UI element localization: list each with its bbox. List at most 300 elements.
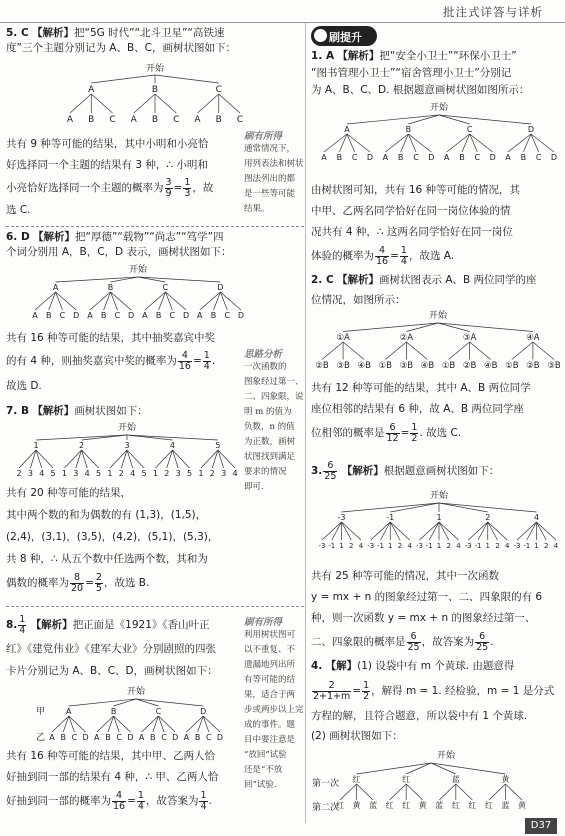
tree-node-level2: -3 [318, 542, 326, 550]
brand-label: 刷提升 [329, 31, 362, 44]
tree-node-level2: B [210, 311, 217, 320]
rq2-fraction-1: $\frac{6}{12}$ [386, 421, 399, 444]
tree-branch [408, 134, 431, 152]
tree-node-level2: A [87, 311, 93, 320]
tree-node-level2: A [49, 733, 55, 742]
tree-node-level2: C [206, 733, 212, 742]
tree-node-level2: 红 [484, 801, 493, 810]
rq3-line5b: ，故答案为 [421, 636, 475, 648]
rq2-line5b: . 故选 C. [419, 427, 462, 439]
tree-node-level2: C [224, 311, 231, 320]
rq1-line1: 把“安全小卫士”“环保小卫士” [379, 50, 517, 62]
side-note-1-line: 结果。 [244, 204, 270, 214]
tree-node-level2: D [366, 153, 374, 162]
tree-node-level2: D [172, 733, 179, 742]
tree-branch [357, 784, 374, 800]
tree-node-level2: -1 [328, 542, 336, 550]
tree-node-level1: 4 [169, 441, 176, 450]
side-note-1-body [244, 142, 304, 217]
rq1-line5: 中甲、乙两名同学恰好在同一岗位体验的情 [311, 205, 511, 217]
tree-branch [456, 784, 473, 800]
side-note-1-line: 图法列出的都 [244, 174, 296, 184]
rq2-tree-diagram [314, 308, 562, 374]
tree-node-level1: -1 [386, 513, 395, 522]
tree-node-level2: D [127, 733, 134, 742]
tree-node-level2: A [138, 733, 145, 742]
tree-branch [439, 522, 449, 540]
tree-node-level2: 5 [186, 469, 193, 478]
q8-fraction-2: $\frac{1}{4}$ [137, 789, 144, 812]
tree-branch [347, 134, 370, 152]
q7-fraction-2: $\frac{2}{5}$ [95, 571, 102, 594]
tree-branch [91, 94, 112, 113]
tree-node-level2: A [197, 311, 203, 320]
tree-node-level1: -3 [337, 513, 346, 522]
side-note-3-line: 以不重复、不 [244, 645, 296, 655]
q7-line5: 共 8 种，∴ 从五个数中任选两个数，其和为 [6, 553, 208, 565]
tree-node-level1: A [66, 707, 72, 716]
tree-node-level1: A [88, 85, 95, 95]
tree-node-level2: -1 [425, 542, 433, 550]
tree-node-level2: B [100, 311, 107, 320]
tree-node-level2: 黄 [352, 801, 361, 810]
tree-node-level1: C [162, 283, 169, 292]
q8-tree-root: 开始 [126, 687, 146, 697]
tree-branch [134, 94, 155, 113]
tree-node-level2: A [505, 153, 511, 162]
rq2-number: 2. C [311, 274, 334, 286]
q8-fraction-3: $\frac{1}{4}$ [200, 789, 207, 812]
right-question-1 [311, 48, 561, 99]
tree-node-level2: 3 [175, 469, 181, 478]
page-number: D37 [525, 818, 557, 834]
tree-node-level2: B [88, 115, 95, 125]
rq4-line2b: ，解得 m = 1. 经检验，m = 1 是分式 [371, 685, 555, 697]
tree-node-level1: ①A [336, 333, 350, 343]
tree-branch [343, 342, 364, 360]
side-note-2-line: 图象经过第一、 [244, 377, 304, 387]
tree-node-level2: 3 [27, 469, 33, 478]
q6-tree-root: 开始 [128, 265, 148, 275]
tree-node-level1: C [155, 707, 162, 716]
tree-node-level2: 1 [61, 469, 68, 478]
q6-tree-diagram [30, 262, 246, 324]
tree-node-level1: ④A [526, 333, 540, 343]
tree-branch [198, 94, 219, 113]
tree-node-level2: C [59, 311, 66, 320]
tree-node-level2: C [173, 115, 180, 125]
tree-node-level2: 蓝 [435, 801, 444, 810]
tree-branch [390, 522, 410, 540]
tree-branch [381, 522, 391, 540]
rq3-line5a: 二、四象限的概率是 [311, 636, 406, 648]
tree-branch [468, 522, 488, 540]
tree-node-level2: -1 [474, 542, 482, 550]
tree-branch [324, 134, 347, 152]
tree-node-level1: C [466, 125, 473, 134]
tree-node-level2: ①B [378, 361, 392, 371]
tree-node-level2: C [114, 311, 121, 320]
tree-node-level2: 4 [39, 469, 45, 478]
tree-node-level2: ④B [420, 361, 435, 371]
rq3-line3: y = mx + n 的图象经过第一、二、四象限的有 6 [311, 591, 543, 603]
tree-node-level2: B [45, 311, 52, 320]
tree-node-level2: 4 [456, 542, 461, 550]
q8-line6b: ，故答案为 [145, 795, 199, 807]
tree-node-level2: D [216, 733, 224, 742]
tree-node-level2: C [116, 733, 122, 742]
q8-label-yi: 乙 [36, 733, 46, 743]
tree-node-level2: 3 [73, 469, 79, 478]
side-note-2-line: 明 m 的值为 [244, 407, 292, 417]
rq2-line1: 画树状图表示 A、B 两位同学的座 [379, 274, 537, 286]
q6-line2: 个词分别用 A，B，C，D 表示，画树状图如下： [6, 246, 232, 258]
q7-line6a: 偶数的概率为 [6, 577, 69, 589]
tree-branch [219, 94, 240, 113]
tree-node-level1: ③A [462, 333, 477, 343]
tree-node-level2: 红 [385, 801, 394, 810]
side-note-3-head: 刷有所得 [244, 617, 283, 628]
rq4-line4: (2) 画树状图如下： [311, 730, 403, 742]
tree-node-level2: 蓝 [501, 801, 510, 810]
rq3-answer-fraction: $\frac{6}{25}$ [324, 459, 337, 482]
rq4-number: 4. [311, 660, 323, 672]
tree-node-level2: 2 [118, 469, 124, 478]
tree-node-level2: D [428, 153, 435, 162]
tree-node-level2: 4 [130, 469, 136, 478]
q7-line1: 画树状图如下： [74, 405, 148, 417]
rq4-equals: = [352, 685, 362, 697]
rq1-line7b: ，故选 A. [408, 250, 455, 262]
tree-node-level1: ②A [399, 333, 414, 343]
tree-node-level2: C [413, 153, 419, 162]
q7-tree-diagram [14, 420, 240, 482]
tree-node-level2: A [32, 311, 38, 320]
tree-branch [512, 342, 533, 360]
q6-number: 6. D [6, 231, 30, 243]
tree-branch [343, 323, 438, 332]
tree-node-level2: 红 [402, 801, 411, 810]
q6-line1: 把“厚德”“载物”“尚志”“笃学”四 [75, 231, 224, 243]
side-note-1-line: 通常情况下， [244, 144, 296, 154]
tree-branch [390, 522, 400, 540]
rq1-tree-diagram [318, 100, 560, 166]
tree-node-level2: 5 [96, 469, 102, 478]
q6-line4a: 的有 4 种，则抽奖嘉宾中奖的概率为 [6, 355, 177, 367]
tree-branch [531, 134, 554, 152]
tree-node-level1: A [52, 283, 59, 292]
tree-node-level2: 1 [436, 542, 442, 550]
side-note-3-line: 成的事件。题 [244, 720, 296, 730]
q5-number: 5. C [6, 27, 29, 39]
tree-node-level2: B [336, 153, 343, 162]
q8-line6a: 好抽到同一部的概率为 [6, 795, 111, 807]
q6-tag: 【解析】 [33, 231, 76, 243]
rq1-line4: 由树状图可知，共有 16 种等可能的情况，其 [311, 184, 521, 196]
tree-branch [429, 522, 439, 540]
q7-line4: (2,4)，(3,1)，(3,5)，(4,2)，(5,1)，(5,3)， [6, 531, 219, 543]
rq4-fraction-1: $\frac{2}{2+1+m}$ [313, 679, 351, 702]
tree-node-level2: A [66, 115, 74, 125]
right-question-2 [311, 270, 561, 310]
side-note-2-line: 要求的情况 [244, 467, 287, 477]
tree-branch [489, 784, 506, 800]
tree-node-level1: 5 [215, 441, 221, 450]
rq1-line7a: 体验的概率为 [311, 250, 374, 262]
tree-node-level2: B [194, 733, 201, 742]
tree-node-level2: 红 [451, 801, 460, 810]
tree-node-level1: 1 [33, 441, 39, 450]
tree-node-level1: 蓝 [451, 775, 460, 784]
rq3-tree-root: 开始 [429, 491, 449, 501]
rq4-label-first: 第一次 [312, 779, 340, 789]
tree-node-level2: B [155, 311, 162, 320]
tree-node-level2: 4 [505, 542, 510, 550]
q6-line3: 共有 16 种等可能的结果，其中抽奖嘉宾中奖 [6, 332, 216, 344]
tree-branch [447, 134, 470, 152]
tree-node-level2: B [105, 733, 111, 742]
q8-line2: 红》《建党伟业》《建军大业》分别剧照的四张 [6, 643, 216, 655]
side-note-2-line: 为正数，画树 [244, 437, 296, 447]
tree-branch [385, 342, 406, 360]
rq2-tree-root: 开始 [428, 311, 448, 321]
tree-node-level2: C [161, 733, 167, 742]
column-divider [305, 23, 306, 823]
tree-node-level2: 2 [16, 469, 22, 478]
tree-branch [385, 134, 408, 152]
tree-node-level2: ②B [526, 361, 540, 371]
q8-answer-fraction: $\frac{1}{4}$ [19, 613, 26, 636]
rq1-fraction-1: $\frac{4}{16}$ [376, 244, 389, 267]
rq3-fraction-1: $\frac{6}{25}$ [407, 630, 420, 653]
tree-branch [508, 134, 531, 152]
tree-node-level2: A [443, 153, 450, 162]
tree-branch [439, 784, 456, 800]
tree-node-level2: B [60, 733, 66, 742]
tree-branch [470, 134, 493, 152]
q7-line2: 共有 20 种等可能的结果， [6, 487, 132, 499]
tree-node-level2: D [550, 153, 558, 162]
tree-node-level2: 2 [397, 542, 403, 550]
q8-body [6, 746, 244, 814]
q8-line1: 把正面是《1921》《香山叶正 [72, 619, 210, 631]
tree-node-level2: A [194, 115, 201, 125]
tree-node-level2: 1 [198, 469, 204, 478]
tree-branch [155, 94, 176, 113]
tree-node-level2: 2 [349, 542, 354, 550]
rq4-tag: 【解】 [325, 660, 358, 672]
rq2-tag: 【解析】 [337, 274, 379, 286]
tree-node-level2: 1 [388, 542, 393, 550]
rq3-line2: 共有 25 种等可能的情况，其中一次函数 [311, 570, 500, 582]
tree-node-level2: A [382, 153, 389, 162]
q5-line3: 共有 9 种等可能的结果，其中小明和小亮恰 [6, 138, 209, 150]
tree-branch [537, 522, 557, 540]
side-note-3-line: 有等可能的结 [244, 675, 296, 685]
rq4-line3: 方程的解，且符合题意，所以袋中有 1 个黄球. [311, 710, 528, 722]
q8-number: 8. [6, 619, 18, 631]
tree-node-level2: C [169, 311, 176, 320]
tree-node-level2: B [459, 153, 465, 162]
tree-node-level2: C [236, 115, 244, 125]
q8-line4: 共有 16 种等可能的结果，其中甲、乙两人恰 [6, 750, 216, 762]
tree-node-level2: B [151, 115, 159, 125]
tree-node-level2: A [130, 115, 137, 125]
tree-branch [406, 784, 423, 800]
right-question-4 [311, 656, 561, 746]
tree-branch [406, 342, 427, 360]
tree-node-level2: 黄 [418, 801, 427, 810]
q6-body [6, 328, 242, 398]
q5-equals: = [173, 182, 183, 194]
header-title: 批注式详答与详析 [443, 5, 543, 19]
tree-node-level2: C [351, 153, 358, 162]
q6-line4b: . [211, 355, 216, 367]
divider-1 [6, 226, 304, 227]
tree-node-level2: 蓝 [369, 801, 378, 810]
tree-node-level2: ③B [336, 361, 350, 371]
rq2-line2: 位情况，如图所示： [311, 294, 406, 306]
q8-line5: 好抽到同一部的结果有 4 种，∴ 甲、乙两人恰 [6, 771, 219, 783]
tree-node-level2: B [215, 115, 222, 125]
tree-node-level2: 2 [209, 469, 215, 478]
rq1-line6: 况共有 4 种，∴ 这两名同学恰好在同一岗位 [311, 226, 513, 238]
tree-node-level1: 2 [485, 513, 491, 522]
side-note-3-line: 还是“不放 [244, 765, 283, 775]
tree-node-level2: A [94, 733, 100, 742]
tree-branch [340, 784, 357, 800]
q5-line4: 好选择同一个主题的结果有 3 种，∴ 小明和 [6, 159, 208, 171]
q6-fraction-1: $\frac{4}{16}$ [178, 349, 191, 372]
tree-node-level2: 1 [339, 542, 344, 550]
tree-node-level2: ④B [484, 361, 498, 371]
rq4-line1: (1) 设袋中有 m 个黄球. 由题意得 [357, 660, 515, 672]
tree-node-level2: D [237, 311, 245, 320]
rq1-tree-root: 开始 [429, 103, 449, 113]
tree-node-level1: 1 [436, 513, 442, 522]
rq3-fraction-2: $\frac{6}{25}$ [476, 630, 489, 653]
tree-node-level2: -1 [377, 542, 384, 550]
tree-node-level2: C [535, 153, 542, 162]
tree-branch [371, 522, 391, 540]
tree-node-level2: 3 [221, 469, 227, 478]
q8-line3: 卡片分别记为 A、B、C、D，画树状图如下： [6, 665, 218, 677]
rq2-equals: = [400, 427, 410, 439]
tree-branch [347, 115, 439, 124]
tree-node-level1: B [107, 283, 114, 292]
rq3-number: 3. [311, 465, 323, 477]
q8-fraction-1: $\frac{4}{16}$ [113, 789, 126, 812]
tree-node-level2: ①B [505, 361, 519, 371]
q5-line6: 选 C. [6, 204, 31, 216]
q7-body [6, 482, 244, 596]
rq2-line3: 共有 12 种等可能的结果，其中 A、B 两位同学 [311, 382, 531, 394]
brush-icon [314, 29, 327, 42]
tree-branch [127, 435, 172, 440]
tree-node-level2: -1 [523, 542, 531, 550]
tree-branch [82, 435, 127, 440]
tree-branch [470, 342, 491, 360]
tree-node-level2: 4 [553, 542, 559, 550]
rq2-line5a: 位相邻的概率是 [311, 427, 385, 439]
q5-line5b: ，故 [192, 182, 214, 194]
q7-line3: 其中两个数的和为偶数的有 (1,3)，(1,5)， [6, 509, 207, 521]
tree-branch [439, 522, 459, 540]
q6-line5: 故选 D. [6, 380, 42, 392]
tree-node-level1: D [217, 283, 224, 292]
q5-tree-diagram [60, 60, 250, 130]
tree-branch [332, 522, 342, 540]
tree-node-level2: A [183, 733, 190, 742]
rq2-body [311, 378, 561, 446]
tree-node-level2: 5 [141, 469, 147, 478]
tree-branch [155, 75, 219, 83]
tree-branch [527, 522, 537, 540]
tree-node-level2: ④B [357, 361, 371, 371]
tree-branch [390, 784, 407, 800]
rq3-line1: 根据题意画树状图如下： [383, 465, 500, 477]
q8-equals: = [127, 795, 136, 807]
tree-node-level2: D [182, 311, 190, 320]
rq3-line5c: . [490, 636, 494, 648]
side-note-2-line: 即可. [244, 482, 264, 492]
tree-node-level2: 2 [544, 542, 549, 550]
side-note-2 [244, 346, 304, 495]
tree-node-level2: ②B [462, 361, 477, 371]
right-question-3 [311, 458, 561, 484]
q5-tag: 【解析】 [32, 27, 74, 39]
rq1-number: 1. A [311, 50, 335, 62]
q7-equals: = [85, 577, 94, 589]
tree-node-level2: C [71, 733, 78, 742]
tree-node-level2: 黄 [518, 801, 526, 810]
side-note-1-line: 是一些等可能 [244, 189, 296, 199]
tree-node-level2: ②B [315, 361, 329, 371]
side-note-1-line: 用列表法和树状 [244, 159, 304, 169]
tree-branch [420, 522, 440, 540]
side-note-2-line: 一次函数的 [244, 362, 287, 372]
tree-branch [439, 115, 531, 124]
rq1-line3: 为 A、B、C、D. 根据题意画树状图如图所示： [311, 84, 530, 96]
tree-branch [127, 435, 218, 440]
tree-node-level2: 1 [534, 542, 539, 550]
tree-node-level2: 4 [407, 542, 412, 550]
tree-branch [357, 763, 431, 774]
tree-branch [70, 94, 91, 113]
tree-node-level2: D [489, 153, 496, 162]
rq1-fraction-2: $\frac{1}{4}$ [400, 244, 407, 267]
divider-2 [6, 606, 304, 607]
tree-node-level2: B [397, 153, 404, 162]
rq4-label-second: 第二次 [312, 803, 340, 813]
tree-node-level2: -3 [367, 542, 375, 550]
rq3-tag: 【解析】 [341, 465, 384, 477]
side-note-3-line: 果，适合于两 [244, 690, 296, 700]
tree-node-level2: C [474, 153, 481, 162]
rq4-fraction-2: $\frac{1}{2}$ [363, 679, 370, 702]
tree-branch [342, 503, 440, 512]
tree-node-level1: 黄 [501, 775, 510, 784]
side-note-2-line: 负数，n 的值 [244, 422, 295, 432]
side-note-3-line: 步或两步以上完 [244, 705, 304, 715]
question-7 [6, 404, 242, 419]
tree-node-level2: 4 [358, 542, 364, 550]
tree-node-level1: 4 [533, 513, 540, 522]
tree-branch [431, 763, 505, 774]
tree-node-level2: D [82, 733, 89, 742]
tree-branch [449, 342, 470, 360]
side-note-3-line: “放回”试验 [244, 750, 287, 760]
